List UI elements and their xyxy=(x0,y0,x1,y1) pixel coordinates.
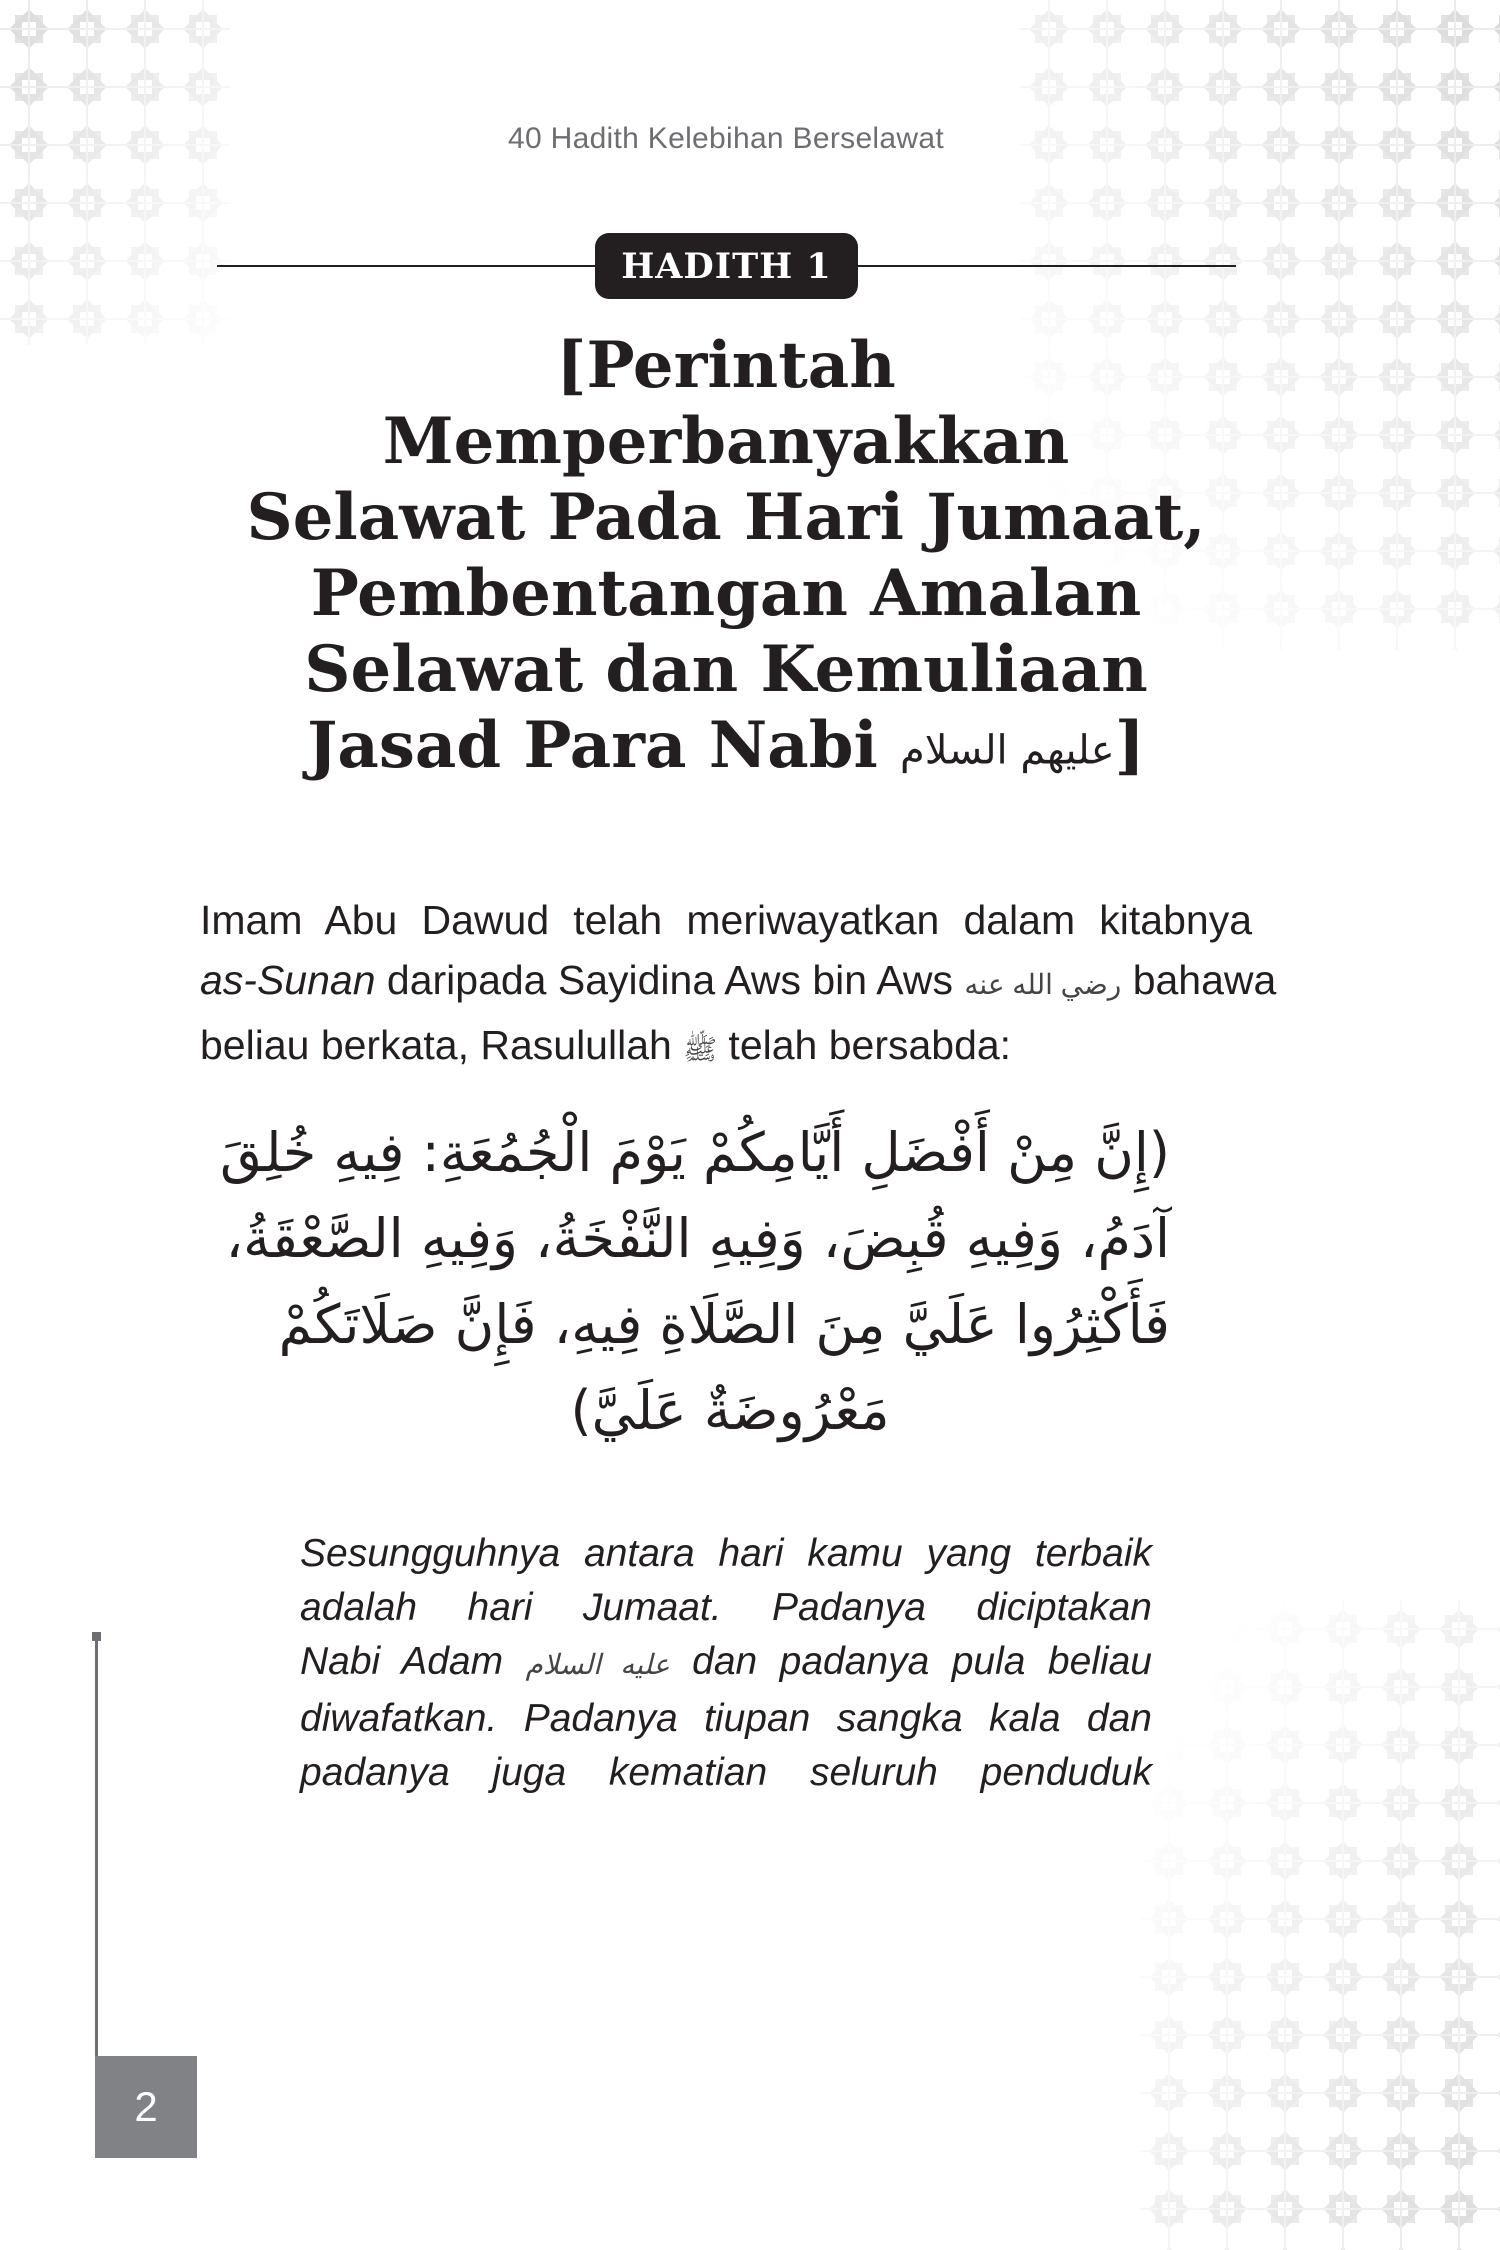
arabic-line: فَأَكْثِرُوا عَلَيَّ مِنَ الصَّلَاةِ فِيهِ، فَإِنَّ صَلَاتَكُمْ xyxy=(278,1293,1170,1356)
title-rule-left xyxy=(217,265,595,267)
intro-text: daripada Sayidina Aws bin Aws xyxy=(375,957,953,1003)
title-line-last xyxy=(150,708,1302,789)
honorific-glyph: عليهم السلام xyxy=(900,727,1115,774)
book-title: as-Sunan xyxy=(200,957,376,1003)
running-head: 40 Hadith Kelebihan Berselawat xyxy=(508,122,944,155)
translation-line: adalah hari Jumaat. Padanya diciptakan xyxy=(300,1586,1152,1629)
translation-line xyxy=(300,1635,1152,1692)
title-line: Selawat dan Kemuliaan xyxy=(304,632,1148,707)
page-number: 2 xyxy=(95,2056,197,2158)
closing-bracket: ] xyxy=(1114,708,1145,783)
intro-line xyxy=(200,950,1277,1015)
arabic-hadith-text xyxy=(219,1110,1170,1454)
chapter-title xyxy=(150,328,1302,789)
translation-paragraph xyxy=(300,1527,1152,1800)
title-line: Memperbanyakkan xyxy=(382,404,1070,479)
honorific-glyph: عليه السلام xyxy=(525,1649,670,1680)
honorific-glyph: رضي الله عنه xyxy=(964,969,1122,1000)
honorific-glyph: ﷺ xyxy=(683,1034,718,1065)
geometric-pattern-bottom-right xyxy=(1140,1600,1500,2250)
intro-text: beliau berkata, Rasulullah xyxy=(200,1022,684,1068)
arabic-line: (إِنَّ مِنْ أَفْضَلِ أَيَّامِكُمْ يَوْمَ الْجُمُعَةِ: فِيهِ خُلِقَ xyxy=(219,1121,1170,1184)
translation-text: Nabi Adam xyxy=(300,1640,504,1683)
intro-line xyxy=(200,1015,1252,1080)
title-line: Pembentangan Amalan xyxy=(310,556,1142,631)
intro-paragraph xyxy=(200,890,1277,1080)
intro-text: telah bersabda: xyxy=(717,1022,1012,1068)
translation-text: dan padanya pula beliau xyxy=(669,1640,1152,1683)
arabic-line: مَعْرُوضَةٌ عَلَيَّ) xyxy=(570,1379,890,1442)
intro-line: Imam Abu Dawud telah meriwayatkan dalam kitabnya xyxy=(200,897,1252,943)
title-text: Jasad Para Nabi xyxy=(307,708,878,783)
geometric-pattern-top-left xyxy=(0,0,230,345)
intro-text: bahawa xyxy=(1121,957,1277,1003)
title-line: Selawat Pada Hari Jumaat, xyxy=(246,480,1206,555)
title-line: [Perintah xyxy=(556,328,896,403)
translation-line: Sesungguhnya antara hari kamu yang terbaik xyxy=(300,1532,1152,1575)
translation-line: padanya juga kematian seluruh penduduk xyxy=(300,1751,1152,1794)
translation-line: diwafatkan. Padanya tiupan sangka kala dan xyxy=(300,1697,1152,1740)
hadith-badge: HADITH 1 xyxy=(595,233,858,299)
margin-rule xyxy=(95,1636,98,2056)
arabic-line: آدَمُ، وَفِيهِ قُبِضَ، وَفِيهِ النَّفْخَةُ، وَفِيهِ الصَّعْقَةُ، xyxy=(225,1207,1170,1270)
title-rule-right xyxy=(858,265,1236,267)
